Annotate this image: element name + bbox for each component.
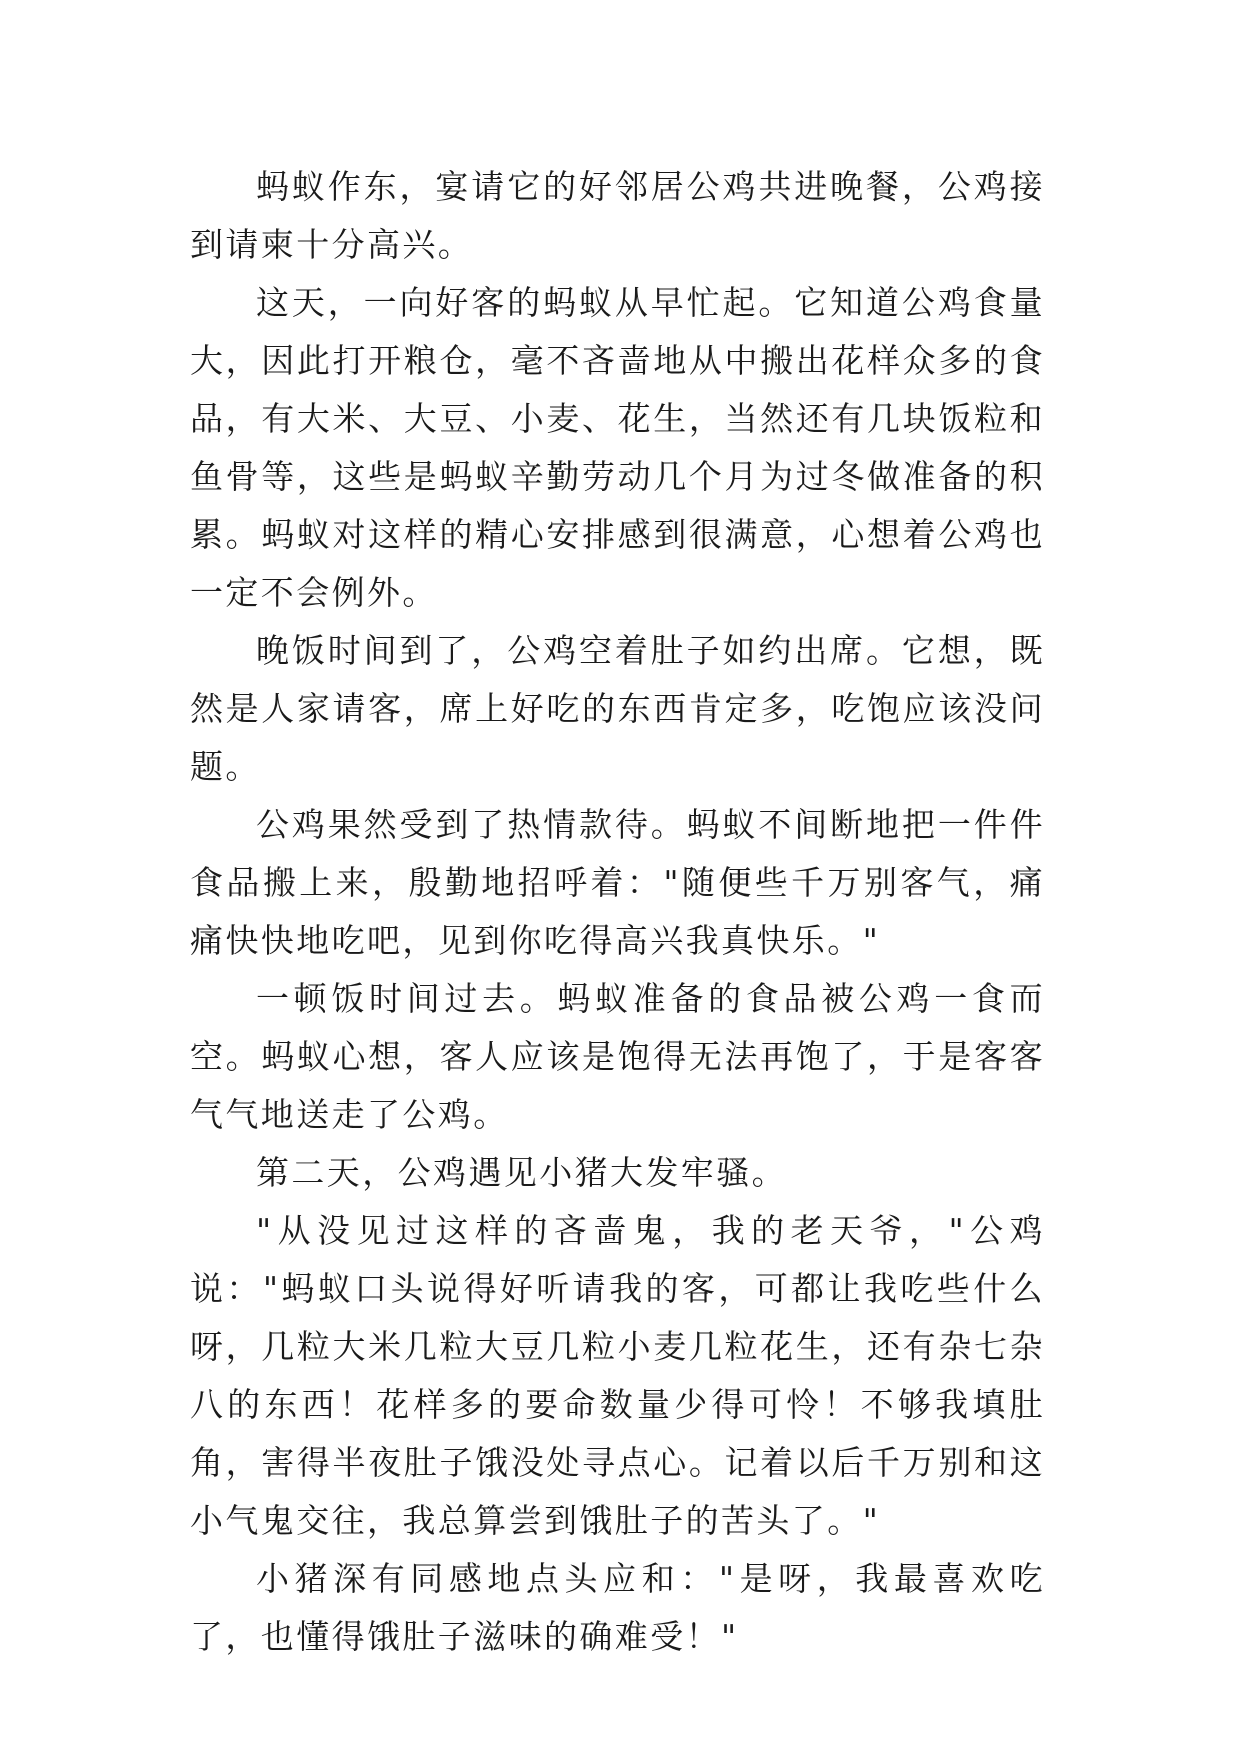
paragraph-5: 一顿饭时间过去。蚂蚁准备的食品被公鸡一食而空。蚂蚁心想，客人应该是饱得无法再饱了，于是客客气气地送走了公鸡。 — [190, 979, 1045, 1134]
paragraph-1: 蚂蚁作东，宴请它的好邻居公鸡共进晚餐，公鸡接到请柬十分高兴。 — [190, 167, 1045, 264]
paragraph-4: 公鸡果然受到了热情款待。蚂蚁不间断地把一件件食品搬上来，殷勤地招呼着："随便些千万别客气，痛痛快快地吃吧，见到你吃得高兴我真快乐。" — [190, 805, 1045, 960]
story-text — [190, 158, 1045, 1666]
paragraph-3: 晚饭时间到了，公鸡空着肚子如约出席。它想，既然是人家请客，席上好吃的东西肯定多，吃饱应该没问题。 — [190, 631, 1045, 786]
paragraph-6: 第二天，公鸡遇见小猪大发牢骚。 — [256, 1153, 787, 1192]
paragraph-8: 小猪深有同感地点头应和："是呀，我最喜欢吃了，也懂得饿肚子滋味的确难受！" — [190, 1559, 1045, 1656]
paragraph-2: 这天，一向好客的蚂蚁从早忙起。它知道公鸡食量大，因此打开粮仓，毫不吝啬地从中搬出花样众多的食品，有大米、大豆、小麦、花生，当然还有几块饭粒和鱼骨等，这些是蚂蚁辛勤劳动几个月为过冬做准备的积累。蚂蚁对这样的精心安排感到很满意，心想着公鸡也一定不会例外。 — [190, 283, 1045, 612]
paragraph-7: "从没见过这样的吝啬鬼，我的老天爷，"公鸡说："蚂蚁口头说得好听请我的客，可都让我吃些什么呀，几粒大米几粒大豆几粒小麦几粒花生，还有杂七杂八的东西！花样多的要命数量少得可怜！不够我填肚角，害得半夜肚子饿没处寻点心。记着以后千万别和这小气鬼交往，我总算尝到饿肚子的苦头了。" — [190, 1211, 1045, 1540]
